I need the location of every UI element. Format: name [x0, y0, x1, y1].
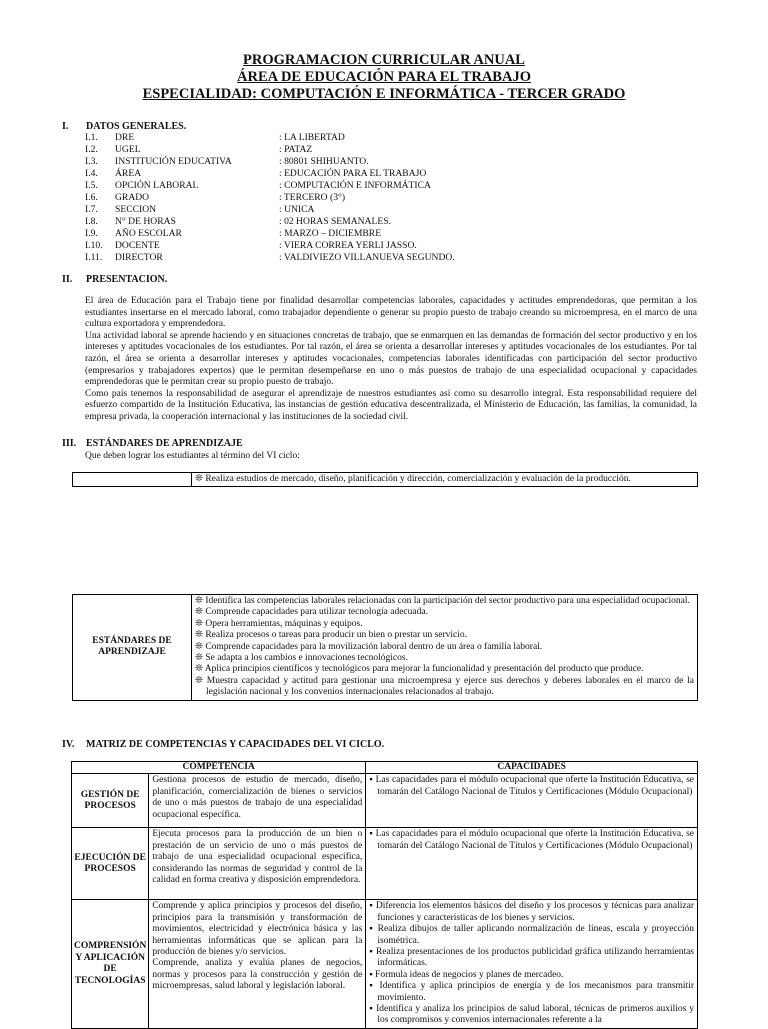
general-data-key: DIRECTOR [115, 252, 163, 263]
capacity-item: ▪ Diferencia los elementos básicos del diseño y los procesos y técnicas para analizar funciones y características de los bienes y servicios. [369, 901, 694, 923]
general-data-value: : PATAZ [279, 144, 313, 155]
presentation-text [85, 296, 697, 424]
general-data-number: I.7. [85, 204, 98, 215]
general-data-row [85, 180, 455, 192]
title-line-3: ESPECIALIDAD: COMPUTACIÓN E INFORMÁTICA - TERCER GRADO [142, 86, 626, 102]
matrix-header-competencia: COMPETENCIA [72, 762, 366, 774]
general-data-key: ÁREA [115, 168, 142, 179]
matrix-row [72, 774, 698, 828]
section-heading-4: IV. MATRIZ DE COMPETENCIAS Y CAPACIDADES DEL VI CICLO. [62, 739, 385, 750]
general-data-key: DOCENTE [115, 240, 160, 251]
general-data-number: I.5. [85, 180, 98, 191]
section-heading-1: I. DATOS GENERALES. [62, 121, 187, 132]
presentation-paragraph-1: El área de Educación para el Trabajo tiene por finalidad desarrollar competencias laborales, capacidades y actitudes emprendedoras, que permitan a los estudiantes insertarse en el mercado laboral, como trabajador dependiente o generar su propio puesto de trabajo creando su microempresa, en el marco de una cultura exportadora y emprendedora. [85, 296, 697, 330]
standard-item: ❊ Aplica principios científicos y tecnológicos para mejorar la funcionalidad y presentación del producto que produce. [195, 664, 644, 675]
matrix-row [72, 900, 698, 1028]
general-data-row [85, 204, 455, 216]
general-data-row [85, 144, 455, 156]
standard-item: ❊ Comprende capacidades para la movilización laboral dentro de un área o familia laboral. [195, 641, 543, 652]
general-data-value: : TERCERO (3°) [279, 192, 346, 203]
general-data-row [85, 252, 455, 264]
capacities-list [369, 901, 694, 1026]
matrix-header-capacidades: CAPACIDADES [366, 762, 698, 774]
standards-table [72, 594, 698, 701]
capacity-item: ▪ Realiza presentaciones de los productos publicidad gráfica utilizando herramientas informáticas. [369, 947, 694, 969]
section-heading-2: II. PRESENTACION. [62, 274, 168, 285]
standards-summary-empty-cell [73, 473, 192, 487]
general-data-value: : LA LIBERTAD [279, 132, 345, 143]
capacities-list [369, 775, 694, 798]
section-heading-3: III. ESTÁNDARES DE APRENDIZAJE [62, 438, 243, 449]
capacity-item: ▪ Las capacidades para el módulo ocupacional que oferte la Institución Educativa, se tomarán del Catálogo Nacional de Títulos y Certificaciones (Módulo Ocupacional) [369, 829, 694, 851]
general-data-number: I.1. [85, 132, 98, 143]
general-data-key: INSTITUCIÓN EDUCATIVA [115, 156, 232, 167]
standards-intro: Que deben lograr los estudiantes al término del VI ciclo: [85, 451, 300, 461]
title-line-1: PROGRAMACION CURRICULAR ANUAL [243, 52, 525, 68]
general-data-value: : UNICA [279, 204, 315, 215]
general-data-number: I.8. [85, 216, 98, 227]
capacity-item: ▪ Las capacidades para el módulo ocupacional que oferte la Institución Educativa, se tomarán del Catálogo Nacional de Títulos y Certificaciones (Módulo Ocupacional) [369, 775, 694, 797]
general-data-key: N° DE HORAS [115, 216, 176, 227]
general-data-number: I.9. [85, 228, 98, 239]
general-data-number: I.4. [85, 168, 98, 179]
general-data-row [85, 168, 455, 180]
title-line-2: ÁREA DE EDUCACIÓN PARA EL TRABAJO [237, 69, 531, 85]
presentation-paragraph-3: Como país tenemos la responsabilidad de asegurar el aprendizaje de nuestros estudiantes así como su desarrollo integral. Esta responsabilidad requiere del esfuerzo compartido de la Institución Educativa, las instancias de gestión educativa descentralizada, el Ministerio de Educación, las familias, la comunidad, la empresa privada, la cooperación internacional y las instituciones de la sociedad civil. [85, 388, 697, 422]
general-data-number: I.3. [85, 156, 98, 167]
document-titles [0, 52, 768, 103]
general-data-value: : VIERA CORREA YERLI JASSO. [279, 240, 417, 251]
general-data-value: : MARZO – DICIEMBRE [279, 228, 382, 239]
matrix-capacities-cell [366, 774, 698, 828]
capacity-item: ▪ Formula ideas de negocios y planes de mercadeo. [369, 969, 564, 980]
general-data-key: UGEL [115, 144, 141, 155]
general-data-number: I.10. [85, 240, 103, 251]
general-data-list [85, 132, 455, 264]
standards-items-cell [192, 595, 698, 701]
general-data-row [85, 216, 455, 228]
matrix-competence-cell [149, 774, 366, 828]
general-data-row [85, 156, 455, 168]
competence-text: Comprende, analiza y evalúa planes de negocios, normas y procesos para la construcción y gestión de microempresas, salud laboral y legislación laboral. [152, 958, 363, 992]
matrix-capacities-cell [366, 900, 698, 1028]
general-data-key: DRE [115, 132, 135, 143]
matrix-row-label: GESTIÓN DE PROCESOS [72, 774, 149, 828]
matrix-capacities-cell [366, 828, 698, 900]
general-data-number: I.2. [85, 144, 98, 155]
matrix-row-label: EJECUCIÓN DE PROCESOS [72, 828, 149, 900]
matrix-competence-cell [149, 900, 366, 1028]
matrix-competence-cell [149, 828, 366, 900]
general-data-value: : 02 HORAS SEMANALES. [279, 216, 391, 227]
general-data-row [85, 228, 455, 240]
general-data-row [85, 240, 455, 252]
standard-item: ❊ Identifica las competencias laborales relacionadas con la participación del sector productivo para una especialidad ocupacional. [195, 596, 690, 606]
general-data-number: I.11. [85, 252, 103, 263]
general-data-number: I.6. [85, 192, 98, 203]
general-data-value: : 80801 SHIHUANTO. [279, 156, 369, 167]
capacity-item: ▪ Realiza dibujos de taller aplicando normalización de líneas, escala y proyección isométrica. [369, 924, 694, 946]
capacities-list [369, 829, 694, 852]
general-data-key: OPCIÓN LABORAL [115, 180, 199, 191]
capacity-item: ▪ Identifica y aplica principios de energía y de los mecanismos para transmitir movimiento. [369, 981, 694, 1003]
standards-label: ESTÁNDARES DE APRENDIZAJE [73, 595, 192, 701]
standards-summary-table [72, 472, 698, 487]
matrix-row [72, 828, 698, 900]
general-data-row [85, 132, 455, 144]
general-data-key: SECCION [115, 204, 157, 215]
competence-text: Ejecuta procesos para la producción de un bien o prestación de un servicio de uno o más puestos de trabajo de una especialidad ocupacional específica, considerando las normas de seguridad y control de la calidad en forma creativa y disposición emprendedora. [152, 829, 363, 886]
standard-item: ❊ Opera herramientas, máquinas y equipos. [195, 618, 363, 629]
standard-item: ❊ Comprende capacidades para utilizar tecnología adecuada. [195, 607, 428, 618]
general-data-value: : EDUCACIÓN PARA EL TRABAJO [279, 168, 427, 179]
general-data-row [85, 192, 455, 204]
general-data-value: : COMPUTACIÓN E INFORMÁTICA [279, 180, 431, 191]
competency-matrix [71, 761, 698, 1029]
standard-item: ❊ Se adapta a los cambios e innovaciones tecnológicos. [195, 653, 408, 664]
competence-text: Gestiona procesos de estudio de mercado, diseño, planificación, comercialización de bienes o servicios de uno o más puestos de trabajo de una especialidad ocupacional específica. [152, 775, 363, 820]
competence-text: Comprende y aplica principios y procesos del diseño, principios para la transmisión y transformación de movimientos, electricidad y electrónica básica y las herramientas informáticas que se aplican para la producción de bienes y/o servicios. [152, 901, 363, 958]
standards-summary-cell: ❊ Realiza estudios de mercado, diseño, planificación y dirección, comercialización y evaluación de la producción. [192, 473, 698, 487]
general-data-value: : VALDIVIEZO VILLANUEVA SEGUNDO. [279, 252, 455, 263]
general-data-key: AÑO ESCOLAR [115, 228, 182, 239]
standards-list [195, 596, 694, 699]
capacity-item: ▪ Identifica y analiza los principios de salud laboral, técnicas de primeros auxilios y los compromisos y convenios internacionales referente a la [369, 1004, 694, 1026]
presentation-paragraph-2: Una actividad laboral se aprende haciendo y en situaciones concretas de trabajo, que se enmarquen en las demandas de formación del sector productivo y en los intereses y aptitudes vocacionales de los estudiantes. Por tal razón, el área se orienta a desarrollar intereses y aptitudes vocacionales de los estudiantes. Por tal razón, el área se orienta a desarrollar intereses y aptitudes vocacionales, competencias laborales identificadas con participación del sector productivo (empresarios y trabajadores expertos) que le permitan desempeñarse en uno o más puestos de trabajo de una especialidad ocupacional y capacidades emprendedoras que le permitan crear su propio puesto de trabajo. [85, 330, 697, 388]
general-data-key: GRADO [115, 192, 150, 203]
standard-item: ❊ Realiza procesos o tareas para producir un bien o prestar un servicio. [195, 630, 468, 641]
standard-item: ❊ Muestra capacidad y actitud para gestionar una microempresa y ejerce sus derechos y deberes laborales en el marco de la legislación nacional y los convenios internacionales relacionados al trabajo. [195, 675, 694, 698]
matrix-row-label: COMPRENSIÓN Y APLICACIÓN DE TECNOLOGÍAS [72, 900, 149, 1028]
